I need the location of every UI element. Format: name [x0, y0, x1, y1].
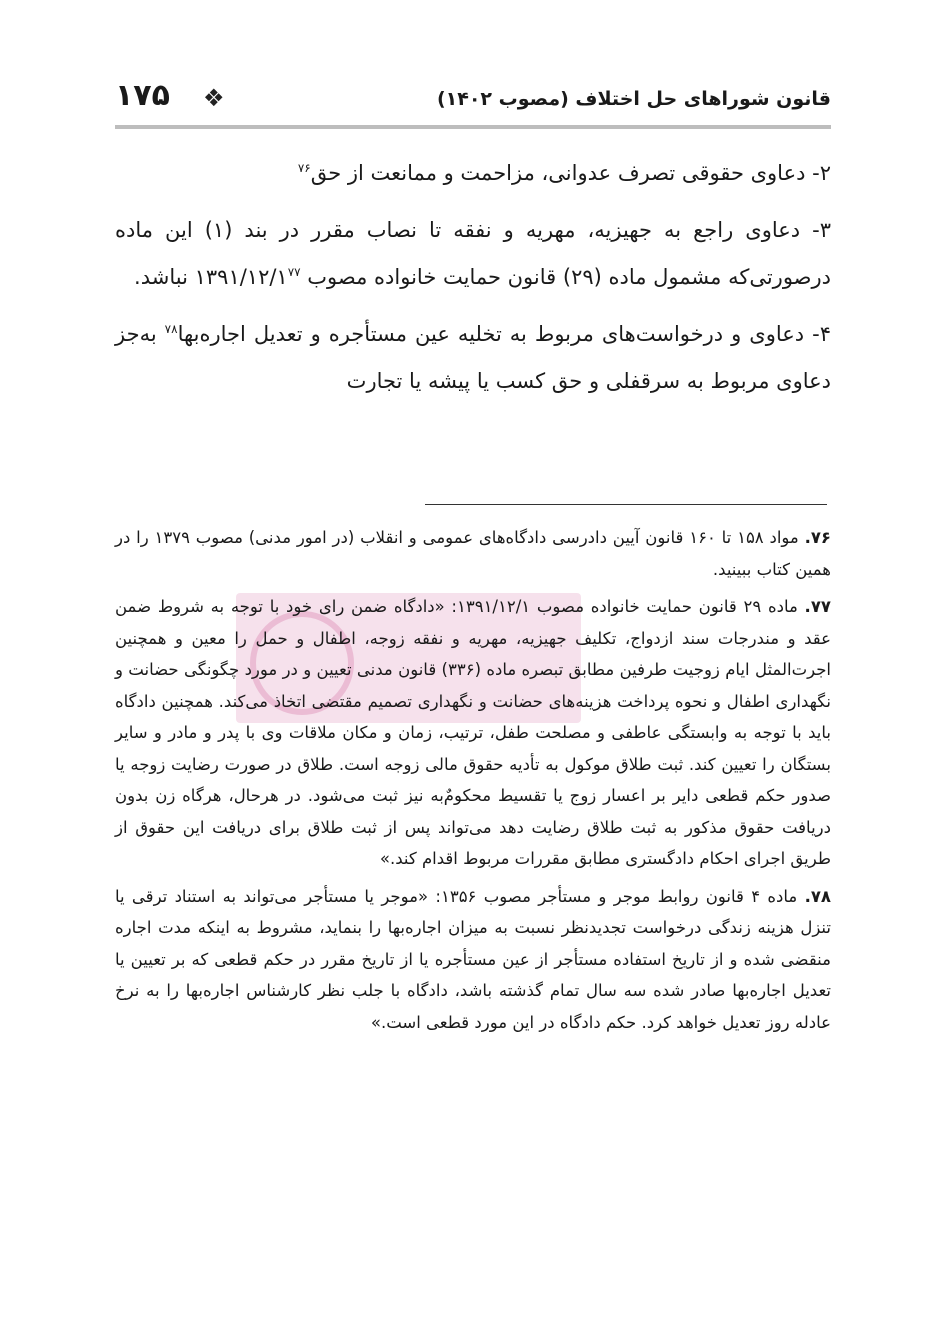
footnote-ref: ۷۶ — [297, 161, 311, 175]
item-text: ۳- دعاوی راجع به جهیزیه، مهریه و نفقه تا نصاب مقرر در بند (۱) این ماده درصورتی‌که مشمول ماده (۲۹) قانون حمایت خانواده مصوب ۱۳۹۱/۱۲/۱ — [115, 218, 832, 289]
footnote — [115, 522, 831, 585]
footnotes — [115, 522, 831, 1044]
footnote — [115, 881, 831, 1039]
item-text-tail: به‌جز دعاوی مربوط به سرقفلی و حق کسب یا پیشه یا تجارت — [115, 322, 831, 393]
footnote-number: ۷۶. — [804, 528, 832, 547]
footnote-number: ۷۷. — [804, 597, 831, 616]
page-number: ۱۷۵ — [115, 78, 170, 113]
ornament-icon: ❖ — [203, 84, 225, 112]
list-item — [115, 311, 831, 405]
page-header — [115, 78, 831, 124]
running-title: قانون شوراهای حل اختلاف (مصوب ۱۴۰۲) — [436, 88, 831, 110]
footnote-ref: ۷۷ — [287, 265, 301, 279]
header-divider — [115, 125, 831, 129]
list-item — [115, 207, 831, 301]
item-text-tail: نباشد. — [134, 265, 195, 289]
list-item — [115, 150, 831, 197]
footnote-number: ۷۸. — [804, 886, 832, 906]
main-text — [115, 150, 831, 415]
footnote-divider — [425, 504, 827, 505]
footnote-text: ماده ۲۹ قانون حمایت خانواده مصوب ۱۳۹۱/۱۲/۱: «دادگاه ضمن رای خود با توجه به شروط ضمن عقد و مندرجات سند ازدواج، تکلیف جهیزیه، مهریه و نفقه زوجه، اطفال و حمل را معین و همچنین اجرت‌المثل ایام زوجیت طرفین مطابق تبصره ماده (۳۳۶) قانون مدنی تعیین و در مورد چگونگی حضانت و نگهداری اطفال و نحوه پرداخت هزینه‌های حضانت و نگهداری تصمیم مقتضی اتخاذ می‌کند. همچنین دادگاه باید با توجه به وابستگی عاطفی و مصلحت طفل، ترتیب، زمان و مکان ملاقات وی با پدر و مادر و سایر بستگان را تعیین کند. ثبت طلاق موکول به تأدیه حقوق مالی زوجه است. طلاق در صورت رضایت زوجه یا صدور حکم قطعی دایر بر اعسار زوج یا تقسیط محکوم‌ٌبه نیز ثبت می‌شود. در هرحال، هرگاه زن بدون دریافت حقوق مذکور به ثبت طلاق رضایت دهد می‌تواند پس از ثبت طلاق برای دریافت این حقوق از طریق اجرای احکام دادگستری مطابق مقررات مربوط اقدام کند.» — [115, 597, 831, 868]
item-text: ۲- دعاوی حقوقی تصرف عدوانی، مزاحمت و ممانعت از حق — [310, 161, 831, 185]
footnote-ref: ۷۸ — [164, 322, 178, 336]
footnote — [115, 591, 831, 875]
footnote-text: ماده ۴ قانون روابط موجر و مستأجر مصوب ۱۳۵۶: «موجر یا مستأجر می‌تواند به استناد ترقی یا تنزل هزینه زندگی درخواست تجدیدنظر نسبت به میزان اجاره‌بها را بنماید، مشروط به اینکه مدت اجاره منقضی شده و از تاریخ استفاده مستأجر از عین مستأجره یا از تاریخ مقرر در حکم قطعی که بر تعیین یا تعدیل اجاره‌بها صادر شده سه سال تمام گذشته باشد، دادگاه با جلب نظر کارشناس اجاره‌بها را به نرخ عادله روز تعدیل خواهد کرد. حکم دادگاه در این مورد قطعی است.» — [115, 886, 831, 1032]
item-text: ۴- دعاوی و درخواست‌های مربوط به تخلیه عین مستأجره و تعدیل اجاره‌بها — [177, 322, 831, 346]
footnote-text: مواد ۱۵۸ تا ۱۶۰ قانون آیین دادرسی دادگاه‌های عمومی و انقلاب (در امور مدنی) مصوب ۱۳۷۹ را در همین کتاب ببینید. — [115, 528, 831, 579]
